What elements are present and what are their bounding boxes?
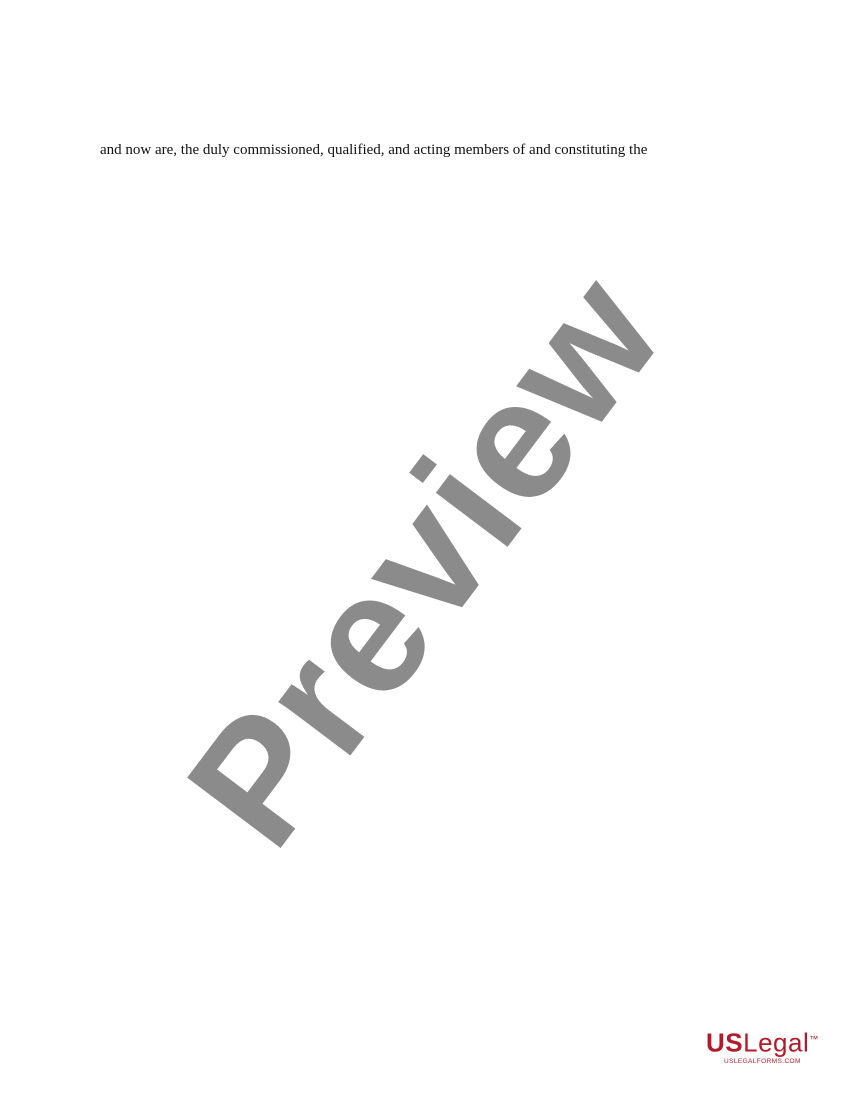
text-line <box>100 395 750 424</box>
text-line <box>100 825 750 854</box>
text-line <box>100 940 750 969</box>
text-line <box>100 682 750 711</box>
text-line <box>100 481 750 510</box>
text-line <box>100 509 750 538</box>
line-text: and now are, the duly commissioned, qualified, and acting members of and constituting the <box>100 142 648 159</box>
text-line <box>100 796 750 825</box>
text-line <box>100 710 750 739</box>
text-line <box>100 165 750 194</box>
text-line <box>100 624 750 653</box>
text-line <box>100 251 750 280</box>
text-line <box>100 222 750 251</box>
preview-watermark: Preview <box>151 240 699 880</box>
logo-legal: Legal <box>743 1027 810 1058</box>
logo-site: USLEGALFORMS.COM <box>724 1057 801 1065</box>
logo-us: US <box>706 1027 744 1058</box>
text-line <box>100 911 750 940</box>
text-line <box>100 883 750 912</box>
uslegal-logo[interactable] <box>706 1024 826 1070</box>
section-number <box>100 854 750 883</box>
text-line <box>100 452 750 481</box>
text-line <box>100 280 750 309</box>
text-line <box>100 538 750 567</box>
logo-wordmark <box>706 1024 826 1058</box>
text-line <box>100 596 750 625</box>
section-number <box>100 337 750 366</box>
text-line <box>100 739 750 768</box>
text-line <box>100 423 750 452</box>
text-line <box>100 366 750 395</box>
text-line <box>100 194 750 223</box>
section-number <box>100 653 750 682</box>
logo-tm: ™ <box>809 1034 819 1044</box>
text-line <box>100 768 750 797</box>
text-line <box>100 136 750 165</box>
text-line <box>100 309 750 338</box>
text-line <box>100 567 750 596</box>
